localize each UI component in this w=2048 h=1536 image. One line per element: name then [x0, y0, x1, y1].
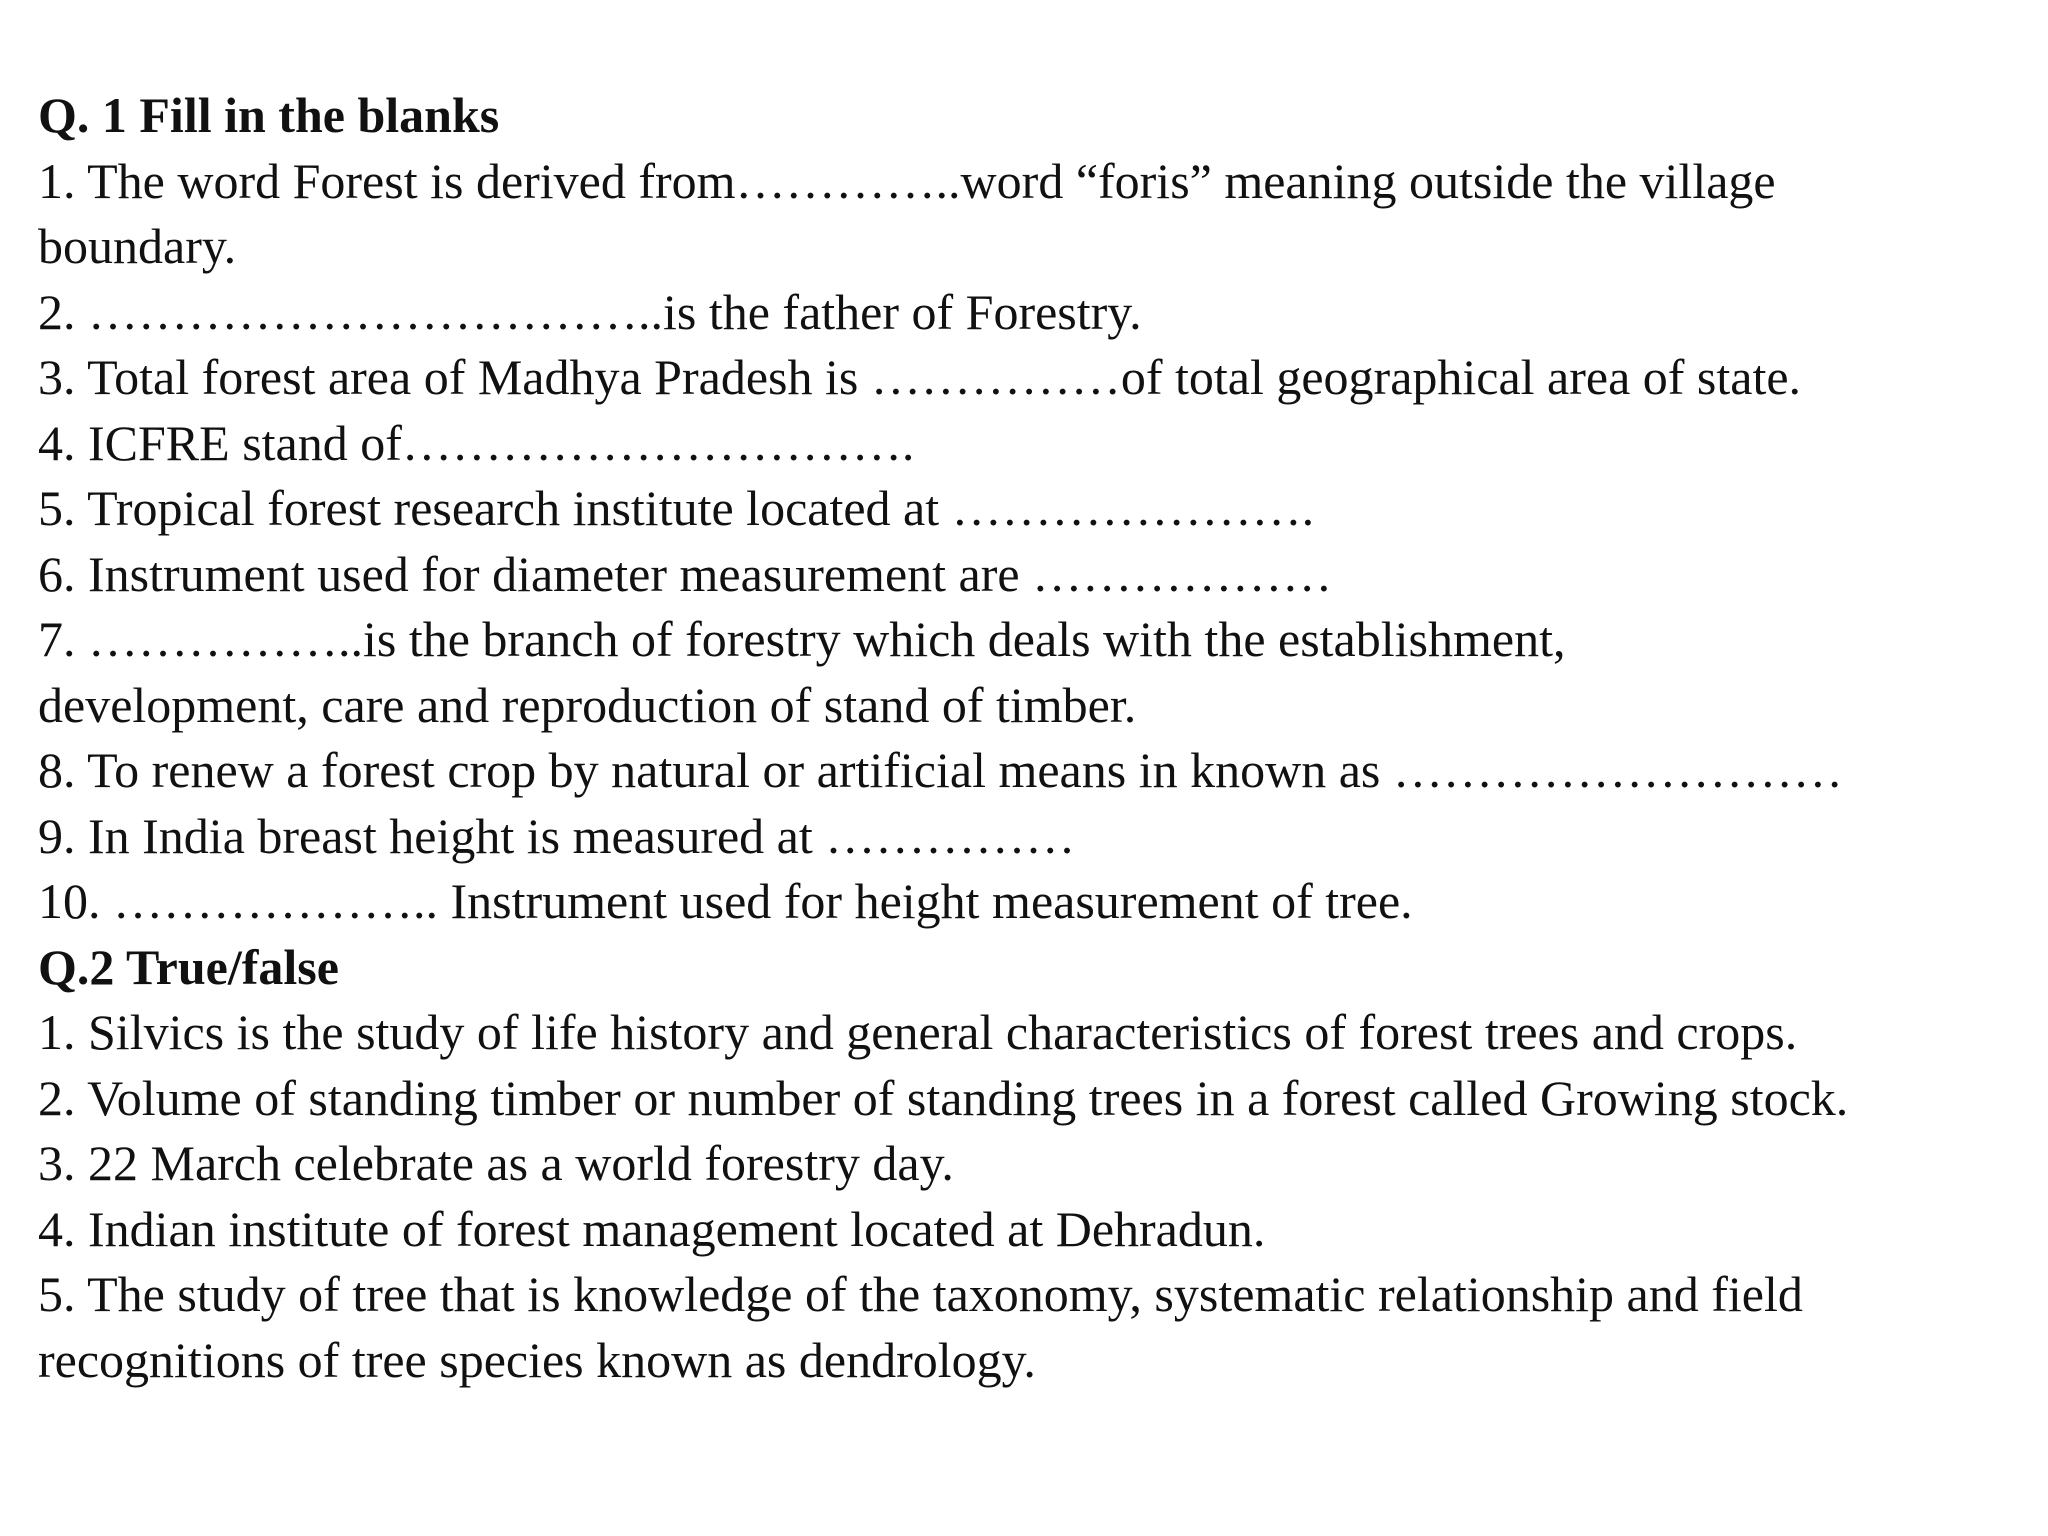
statement-line: 1. Silvics is the study of life history and general characteristics of forest trees and crops. [38, 1004, 1798, 1060]
question-line: boundary. [38, 218, 237, 274]
worksheet-document [38, 83, 2028, 1393]
statement-line: recognitions of tree species known as dendrology. [38, 1331, 1036, 1388]
question-line: 7. ……………..is the branch of forestry which deals with the establishment, [38, 611, 1566, 667]
question-line: 1. The word Forest is derived from…………..word “foris” meaning outside the village [38, 152, 1776, 209]
statement-line: 2. Volume of standing timber or number of standing trees in a forest called Growing stock. [38, 1069, 1849, 1126]
section-heading-true-false: Q.2 True/false [38, 938, 339, 995]
statement-line: 5. The study of tree that is knowledge of the taxonomy, systematic relationship and field [38, 1266, 1803, 1322]
question-line: 2. ……………………………..is the father of Forestry. [38, 283, 1142, 340]
statement-line: 3. 22 March celebrate as a world forestry day. [38, 1135, 954, 1191]
question-line: 8. To renew a forest crop by natural or artificial means in known as ……………………… [38, 742, 1843, 798]
question-line: 5. Tropical forest research institute located at …………………. [38, 480, 1315, 536]
statement-line: 4. Indian institute of forest management located at Dehradun. [38, 1200, 1266, 1257]
section-heading-fill-in-the-blanks: Q. 1 Fill in the blanks [38, 87, 500, 143]
question-line: 10. ……………….. Instrument used for height measurement of tree. [38, 873, 1413, 929]
question-line: 9. In India breast height is measured at …………… [38, 807, 1076, 864]
question-line: 6. Instrument used for diameter measurement are ……………… [38, 545, 1333, 602]
question-line: 4. ICFRE stand of…………………………. [38, 414, 915, 471]
question-line: 3. Total forest area of Madhya Pradesh is ……………of total geographical area of state. [38, 349, 1802, 405]
question-line: development, care and reproduction of stand of timber. [38, 676, 1137, 733]
